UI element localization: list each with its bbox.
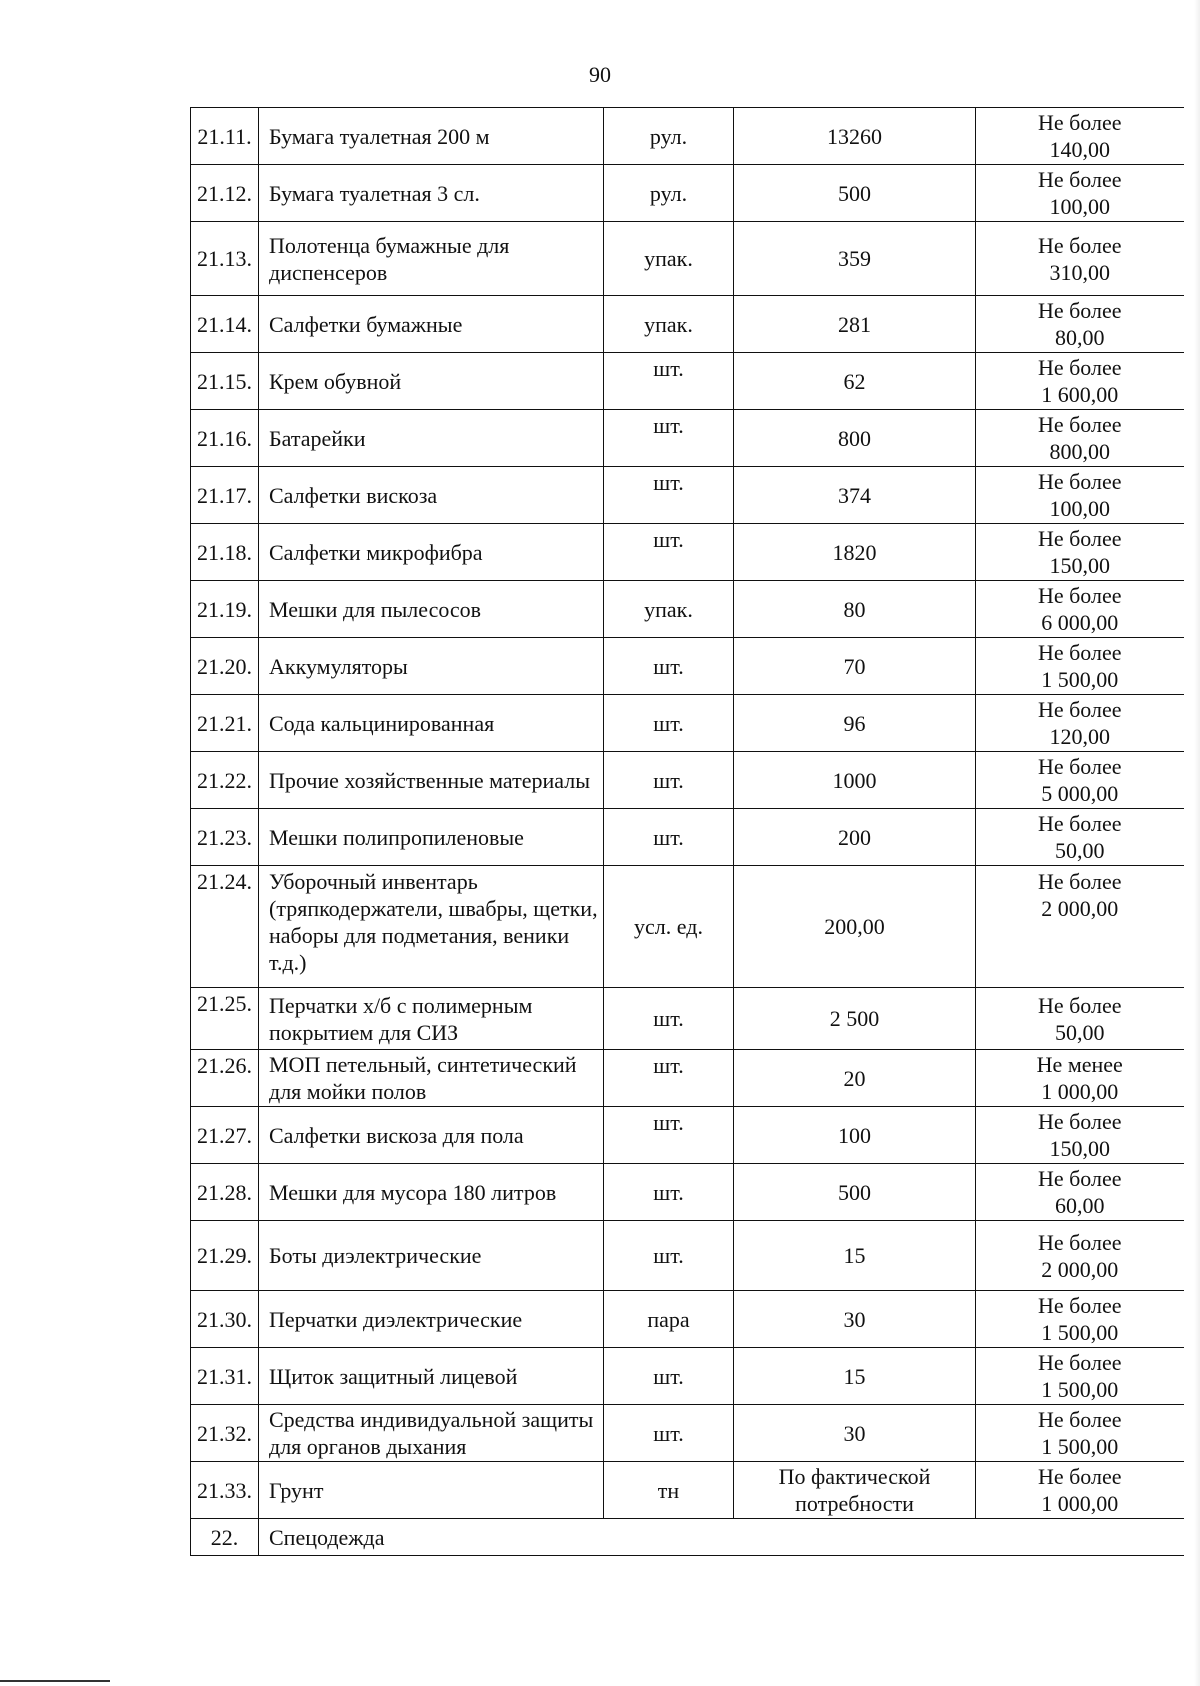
item-name: Мешки для пылесосов xyxy=(259,581,604,638)
unit-of-measure: пара xyxy=(604,1291,734,1348)
max-price xyxy=(976,108,1184,165)
max-price xyxy=(976,222,1184,296)
section-title: Спецодежда xyxy=(259,1519,1184,1556)
row-number: 21.18. xyxy=(191,524,259,581)
price-qualifier: Не более xyxy=(1037,355,1122,380)
unit-of-measure: шт. xyxy=(604,809,734,866)
row-number: 21.25. xyxy=(191,988,259,1050)
unit-of-measure: шт. xyxy=(604,1050,734,1107)
bottom-rule xyxy=(0,1680,110,1682)
table-row xyxy=(191,1405,1184,1462)
price-qualifier: Не более xyxy=(1037,869,1122,894)
item-name: Мешки для мусора 180 литров xyxy=(259,1164,604,1221)
price-qualifier: Не более xyxy=(1037,1464,1122,1489)
row-number: 21.21. xyxy=(191,695,259,752)
item-name: Батарейки xyxy=(259,410,604,467)
unit-of-measure: шт. xyxy=(604,353,734,410)
row-number: 21.14. xyxy=(191,296,259,353)
quantity: 70 xyxy=(734,638,976,695)
item-name: Крем обувной xyxy=(259,353,604,410)
price-value: 60,00 xyxy=(1055,1193,1105,1218)
row-number: 21.24. xyxy=(191,866,259,988)
max-price xyxy=(976,752,1184,809)
max-price xyxy=(976,296,1184,353)
price-value: 140,00 xyxy=(1049,137,1110,162)
price-value: 2 000,00 xyxy=(1041,896,1119,921)
price-value: 80,00 xyxy=(1055,325,1105,350)
price-value: 1 600,00 xyxy=(1041,382,1119,407)
row-number: 21.28. xyxy=(191,1164,259,1221)
price-value: 1 500,00 xyxy=(1041,1434,1119,1459)
quantity: 281 xyxy=(734,296,976,353)
quantity: 500 xyxy=(734,1164,976,1221)
max-price xyxy=(976,1348,1184,1405)
quantity: 1000 xyxy=(734,752,976,809)
table-row xyxy=(191,296,1184,353)
max-price xyxy=(976,410,1184,467)
max-price xyxy=(976,353,1184,410)
table-row xyxy=(191,410,1184,467)
price-value: 1 500,00 xyxy=(1041,1320,1119,1345)
table-row xyxy=(191,988,1184,1050)
item-name: Щиток защитный лицевой xyxy=(259,1348,604,1405)
row-number: 21.19. xyxy=(191,581,259,638)
unit-of-measure: шт. xyxy=(604,467,734,524)
max-price xyxy=(976,1291,1184,1348)
price-qualifier: Не более xyxy=(1037,167,1122,192)
table-row xyxy=(191,638,1184,695)
unit-of-measure: упак. xyxy=(604,222,734,296)
price-value: 120,00 xyxy=(1049,724,1110,749)
quantity: 15 xyxy=(734,1348,976,1405)
max-price xyxy=(976,988,1184,1050)
item-name: Салфетки вискоза xyxy=(259,467,604,524)
max-price xyxy=(976,695,1184,752)
max-price xyxy=(976,809,1184,866)
unit-of-measure: усл. ед. xyxy=(604,866,734,988)
price-qualifier: Не более xyxy=(1037,412,1122,437)
row-number: 21.12. xyxy=(191,165,259,222)
table-row xyxy=(191,1050,1184,1107)
max-price xyxy=(976,165,1184,222)
max-price xyxy=(976,1107,1184,1164)
quantity: По фактической потребности xyxy=(734,1462,976,1519)
item-name: Грунт xyxy=(259,1462,604,1519)
price-value: 150,00 xyxy=(1049,1136,1110,1161)
quantity: 30 xyxy=(734,1291,976,1348)
table-body xyxy=(191,108,1184,1556)
item-name: Аккумуляторы xyxy=(259,638,604,695)
price-qualifier: Не более xyxy=(1037,526,1122,551)
price-value: 150,00 xyxy=(1049,553,1110,578)
row-number: 21.20. xyxy=(191,638,259,695)
price-qualifier: Не более xyxy=(1037,1407,1122,1432)
quantity: 15 xyxy=(734,1221,976,1291)
item-name: Бумага туалетная 3 сл. xyxy=(259,165,604,222)
max-price xyxy=(976,524,1184,581)
quantity: 374 xyxy=(734,467,976,524)
max-price xyxy=(976,1221,1184,1291)
unit-of-measure: упак. xyxy=(604,296,734,353)
row-number: 21.26. xyxy=(191,1050,259,1107)
table-row xyxy=(191,1291,1184,1348)
table-row xyxy=(191,1348,1184,1405)
table-row xyxy=(191,1164,1184,1221)
unit-of-measure: шт. xyxy=(604,410,734,467)
page-number: 90 xyxy=(589,62,611,87)
quantity: 20 xyxy=(734,1050,976,1107)
price-qualifier: Не более xyxy=(1037,232,1122,258)
price-qualifier: Не более xyxy=(1037,1350,1122,1375)
item-name: Салфетки вискоза для пола xyxy=(259,1107,604,1164)
price-qualifier: Не более xyxy=(1037,298,1122,323)
price-qualifier: Не более xyxy=(1037,754,1122,779)
price-qualifier: Не более xyxy=(1037,640,1122,665)
unit-of-measure: шт. xyxy=(604,695,734,752)
table-row xyxy=(191,524,1184,581)
item-name: Мешки полипропиленовые xyxy=(259,809,604,866)
item-name: Боты диэлектрические xyxy=(259,1221,604,1291)
max-price xyxy=(976,1164,1184,1221)
item-name: Бумага туалетная 200 м xyxy=(259,108,604,165)
price-value: 310,00 xyxy=(1049,259,1110,285)
table-row xyxy=(191,222,1184,296)
unit-of-measure: упак. xyxy=(604,581,734,638)
price-qualifier: Не более xyxy=(1037,811,1122,836)
table-row xyxy=(191,353,1184,410)
price-qualifier: Не более xyxy=(1037,583,1122,608)
price-value: 6 000,00 xyxy=(1041,610,1119,635)
table-row xyxy=(191,581,1184,638)
table-row xyxy=(191,695,1184,752)
table-row xyxy=(191,1221,1184,1291)
unit-of-measure: шт. xyxy=(604,1221,734,1291)
price-value: 50,00 xyxy=(1055,838,1105,863)
max-price xyxy=(976,866,1184,988)
item-name: Салфетки бумажные xyxy=(259,296,604,353)
unit-of-measure: шт. xyxy=(604,1405,734,1462)
price-qualifier: Не более xyxy=(1037,1229,1122,1255)
max-price xyxy=(976,581,1184,638)
row-number: 21.33. xyxy=(191,1462,259,1519)
quantity: 1820 xyxy=(734,524,976,581)
price-value: 1 000,00 xyxy=(1041,1079,1119,1104)
price-qualifier: Не более xyxy=(1037,992,1122,1018)
price-value: 100,00 xyxy=(1049,496,1110,521)
item-name: Средства индивидуальной защиты для органов дыхания xyxy=(259,1405,604,1462)
table-row xyxy=(191,165,1184,222)
row-number: 21.15. xyxy=(191,353,259,410)
price-qualifier: Не более xyxy=(1037,110,1122,135)
unit-of-measure: шт. xyxy=(604,1348,734,1405)
table-row xyxy=(191,467,1184,524)
quantity: 13260 xyxy=(734,108,976,165)
unit-of-measure: шт. xyxy=(604,1164,734,1221)
row-number: 21.27. xyxy=(191,1107,259,1164)
unit-of-measure: тн xyxy=(604,1462,734,1519)
unit-of-measure: шт. xyxy=(604,988,734,1050)
unit-of-measure: шт. xyxy=(604,752,734,809)
table-row xyxy=(191,752,1184,809)
row-number: 21.13. xyxy=(191,222,259,296)
price-qualifier: Не более xyxy=(1037,697,1122,722)
row-number: 21.32. xyxy=(191,1405,259,1462)
item-name: МОП петельный, синтетический для мойки полов xyxy=(259,1050,604,1107)
row-number: 21.29. xyxy=(191,1221,259,1291)
quantity: 80 xyxy=(734,581,976,638)
max-price xyxy=(976,1462,1184,1519)
price-qualifier: Не более xyxy=(1037,1166,1122,1191)
row-number: 21.22. xyxy=(191,752,259,809)
price-value: 800,00 xyxy=(1049,439,1110,464)
quantity: 500 xyxy=(734,165,976,222)
items-table xyxy=(190,107,1184,1556)
table-row xyxy=(191,1107,1184,1164)
table-row xyxy=(191,1462,1184,1519)
quantity: 100 xyxy=(734,1107,976,1164)
price-value: 2 000,00 xyxy=(1041,1256,1119,1282)
quantity: 200 xyxy=(734,809,976,866)
unit-of-measure: рул. xyxy=(604,165,734,222)
price-qualifier: Не более xyxy=(1037,469,1122,494)
row-number: 21.30. xyxy=(191,1291,259,1348)
price-qualifier: Не менее xyxy=(1036,1052,1123,1077)
max-price xyxy=(976,1050,1184,1107)
table-row xyxy=(191,108,1184,165)
quantity: 96 xyxy=(734,695,976,752)
section-row xyxy=(191,1519,1184,1556)
quantity: 800 xyxy=(734,410,976,467)
unit-of-measure: рул. xyxy=(604,108,734,165)
unit-of-measure: шт. xyxy=(604,524,734,581)
price-value: 1 500,00 xyxy=(1041,1377,1119,1402)
row-number: 21.17. xyxy=(191,467,259,524)
item-name: Сода кальцинированная xyxy=(259,695,604,752)
row-number: 21.11. xyxy=(191,108,259,165)
row-number: 21.16. xyxy=(191,410,259,467)
item-name: Перчатки х/б с полимерным покрытием для СИЗ xyxy=(259,988,604,1050)
price-value: 100,00 xyxy=(1049,194,1110,219)
item-name: Прочие хозяйственные материалы xyxy=(259,752,604,809)
table-row xyxy=(191,866,1184,988)
price-value: 50,00 xyxy=(1055,1019,1105,1045)
max-price xyxy=(976,638,1184,695)
price-qualifier: Не более xyxy=(1037,1293,1122,1318)
scan-edge xyxy=(1194,0,1200,1686)
quantity: 359 xyxy=(734,222,976,296)
item-name: Перчатки диэлектрические xyxy=(259,1291,604,1348)
max-price xyxy=(976,467,1184,524)
price-value: 1 500,00 xyxy=(1041,667,1119,692)
price-value: 5 000,00 xyxy=(1041,781,1119,806)
max-price xyxy=(976,1405,1184,1462)
item-name: Уборочный инвентарь (тряпкодержатели, швабры, щетки, наборы для подметания, веники т.д.) xyxy=(259,866,604,988)
row-number: 21.31. xyxy=(191,1348,259,1405)
section-number: 22. xyxy=(191,1519,259,1556)
item-name: Полотенца бумажные для диспенсеров xyxy=(259,222,604,296)
quantity: 30 xyxy=(734,1405,976,1462)
price-qualifier: Не более xyxy=(1037,1109,1122,1134)
quantity: 200,00 xyxy=(734,866,976,988)
row-number: 21.23. xyxy=(191,809,259,866)
table-row xyxy=(191,809,1184,866)
quantity: 2 500 xyxy=(734,988,976,1050)
unit-of-measure: шт. xyxy=(604,638,734,695)
quantity: 62 xyxy=(734,353,976,410)
unit-of-measure: шт. xyxy=(604,1107,734,1164)
price-value: 1 000,00 xyxy=(1041,1491,1119,1516)
item-name: Салфетки микрофибра xyxy=(259,524,604,581)
